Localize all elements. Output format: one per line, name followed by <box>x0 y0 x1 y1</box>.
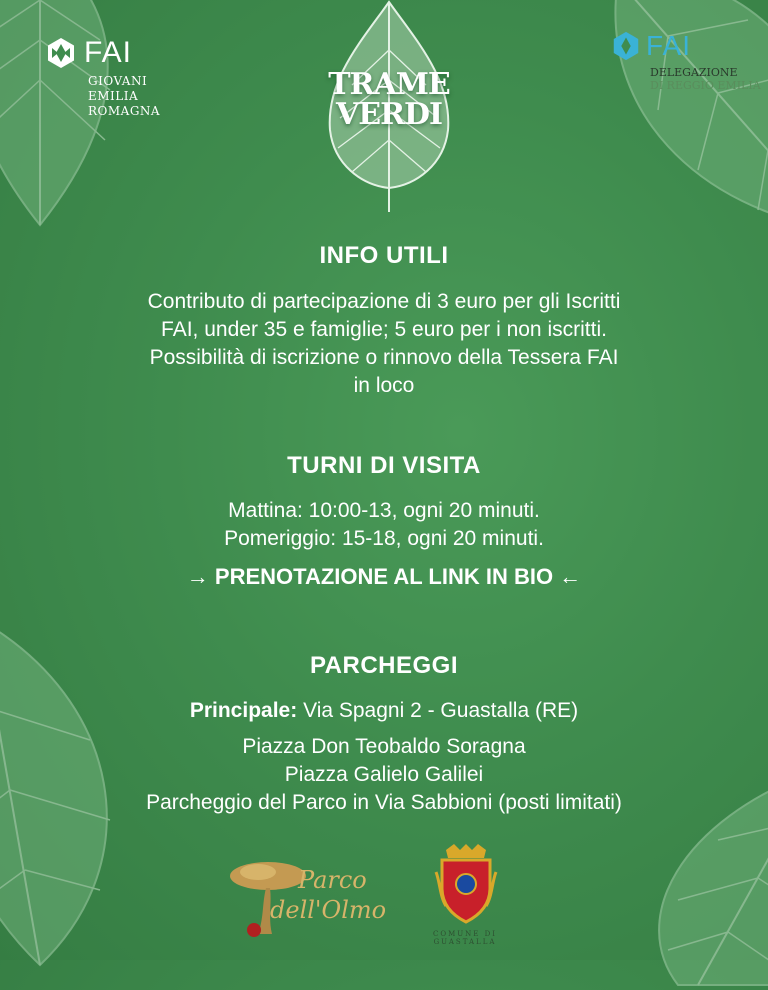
coat-of-arms-caption: COMUNE DI GUASTALLA <box>433 930 497 946</box>
event-title: TRAME VERDI <box>328 67 450 132</box>
fai-emblem-icon <box>610 30 642 62</box>
fai-left-word: FAI <box>84 36 133 69</box>
fai-giovani-logo <box>44 36 204 119</box>
fai-right-subtitle: DELEGAZIONE DI REGGIO EMILIA <box>650 66 761 92</box>
info-text: Contributo di partecipazione di 3 euro per gli Iscritti FAI, under 35 e famiglie; 5 euro per i non iscritti. Possibilità di iscrizione o rinnovo della Tessera FAI in loco <box>147 290 621 397</box>
tree-icon <box>228 852 308 938</box>
parco-word: Parco <box>298 866 367 894</box>
dell-olmo-word: dell'Olmo <box>270 896 387 924</box>
other-parkings: Piazza Don Teobaldo Soragna Piazza Galielo Galilei Parcheggio del Parco in Via Sabbioni (posti limitati) <box>146 735 622 814</box>
fai-right-word: FAI <box>646 30 692 61</box>
parco-dell-olmo-logo <box>228 852 398 938</box>
info-title: INFO UTILI <box>319 242 449 269</box>
parcheggi-title: PARCHEGGI <box>309 652 459 679</box>
booking-link-cta[interactable]: → PRENOTAZIONE AL LINK IN BIO ← <box>186 564 582 589</box>
fai-emblem-icon <box>44 36 78 70</box>
fai-delegazione-logo <box>610 30 768 92</box>
turni-title: TURNI DI VISITA <box>287 452 481 479</box>
main-parking: Principale: Via Spagni 2 - Guastalla (RE) <box>189 699 579 722</box>
fai-left-subtitle: GIOVANI EMILIA ROMAGNA <box>88 74 161 118</box>
coat-of-arms-icon <box>434 842 498 924</box>
turni-text: Mattina: 10:00-13, ogni 20 minuti. Pomeriggio: 15-18, ogni 20 minuti. <box>224 499 544 550</box>
